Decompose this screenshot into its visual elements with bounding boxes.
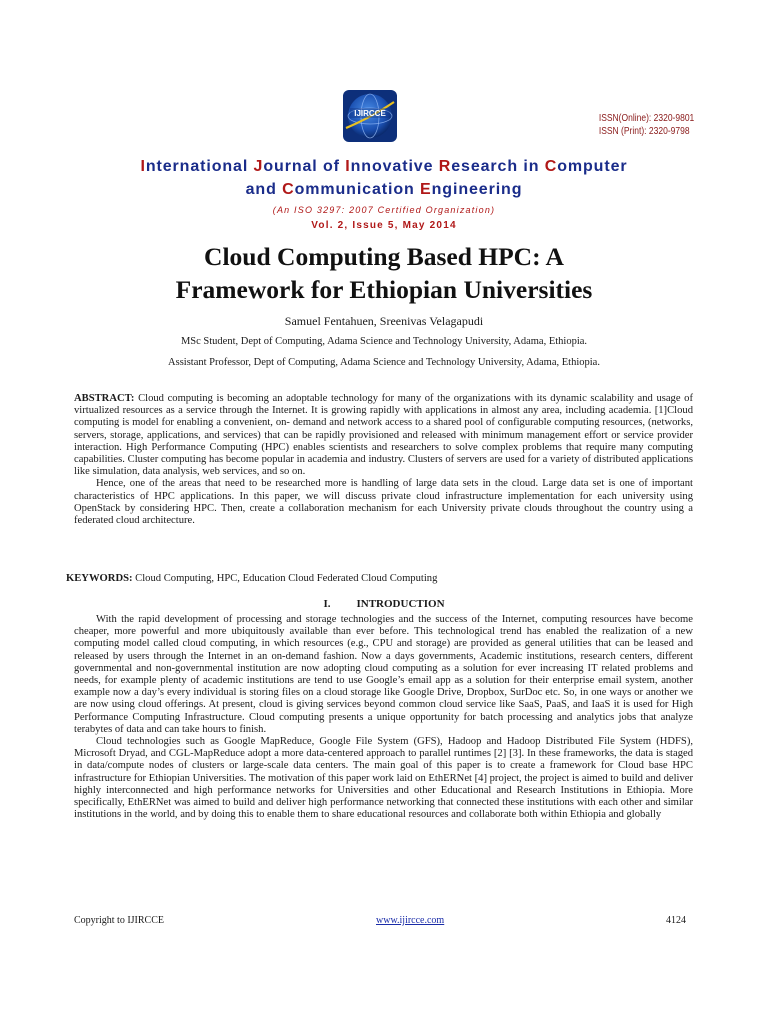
keywords	[66, 573, 693, 584]
journal-word: ngineering	[431, 181, 523, 198]
journal-word: nternational	[145, 158, 254, 175]
journal-word: C	[544, 158, 558, 175]
keywords-text: Cloud Computing, HPC, Education Cloud Federated Cloud Computing	[135, 573, 438, 584]
issn-print: ISSN (Print): 2320-9798	[598, 126, 690, 137]
abstract-paragraph-2: Hence, one of the areas that need to be researched more is handling of large data sets in the cloud. Large data set is one of important characteristics of HPC applications. In this paper, we will discuss private cloud infrastructure implementation for each university using OpenStack by considering HPC. Then, create a collaboration mechanism for each University private clouds throughout the country using a federated cloud architecture.	[74, 478, 693, 527]
abstract-text-1: Cloud computing is becoming an adoptable technology for many of the organizations with its dynamic scalability and usage of virtualized resources as a service through the Internet. It is growing rapidly with applications in almost any area, including academia. [1]Cloud computing is model for enabling a convenient, on- demand and network access to a shared pool of configurable computing resources, (networks, servers, storage, applications, and services) that can be rapidly provisioned and released with minimum management effort or service provider interaction. High Performance Computing (HPC) enables scientists and researchers to solve complex problems that require many computing capabilities. Cluster computing has become popular in academia and industry. Clusters of servers are used for a variety of distributed applications like simulation, data analysis, web services, and so on.	[74, 393, 693, 478]
intro-paragraph-2: Cloud technologies such as Google MapReduce, Google File System (GFS), Hadoop and Hadoop Distributed File System (HDFS), Microsoft Dryad, and CGL-MapReduce adopt a more data-centered approach to parallel runtimes [2] [3]. In these frameworks, the data is staged in data/compute nodes of clusters or large-scale data centers. The main goal of this paper is to create a framework for Cloud base HPC infrastructure for Ethiopian Universities. The motivation of this paper work laid on EthERNet [4] project, the project is aimed to build and deliver highly interconnected and high performance networks for Universities and other Educational and Research Institutions in Ethiopia. More specifically, EthERNet was aimed to build and deliver high performance networking that connected these institutions with each other and similar institutions in the world, and by doing this to enable them to share educational resources and collaborate both within Ethiopia and globally	[74, 736, 693, 821]
journal-word: I	[140, 158, 146, 175]
journal-word: ournal of	[263, 158, 346, 175]
journal-word: nnovative	[350, 158, 439, 175]
paper-title-line2: Framework for Ethiopian Universities	[175, 275, 593, 304]
journal-word: I	[345, 158, 351, 175]
footer-url-link[interactable]: www.ijircce.com	[376, 915, 445, 926]
intro-paragraph-1: With the rapid development of processing and storage technologies and the success of the Internet, computing resources have become cheaper, more powerful and more ubiquitously available than ever before. This technological trend has enabled the realization of a new computing model called cloud computing, in which resources (e.g., CPU and storage) are provided as general utilities that can be leased and released by users through the Internet in an on-demand fashion. Now a days governments, Academic institutions, research centers, different governmental and non-governmental institution are now adopting cloud computing as a solution for ever increasing IT related problems and needs, for example plenty of academic institutions are tend to use Google’s email app as a solution for their enterprise email system, another example now a day’s every individual is storing files on a cloud storage like Google Drive, Dropbox, SurDoc etc. So, in one ways or another we are now using cloud offerings. At present, cloud is giving services beyond common cloud service like SaaS, PaaS, and IaaS it is used for High Performance Computing Infrastructure. Cloud computing presents a unique opportunity for batch processing and analytics jobs that analyze terabytes of data and can take hours to finish.	[74, 614, 693, 735]
footer-page-number: 4124	[666, 915, 686, 926]
footer-copyright: Copyright to IJIRCCE	[74, 915, 165, 926]
affiliation-2: Assistant Professor, Dept of Computing, Adama Science and Technology University, Adama, Ethiopia.	[168, 357, 600, 368]
abstract-label: ABSTRACT:	[74, 393, 135, 404]
journal-word: and	[245, 181, 283, 198]
abstract-paragraph-1	[74, 393, 693, 478]
section-number: I.	[323, 598, 331, 610]
issn-block	[599, 112, 694, 138]
journal-word: esearch in	[451, 158, 545, 175]
journal-title-line1	[0, 158, 768, 176]
iso-certification: (An ISO 3297: 2007 Certified Organization)	[272, 205, 496, 215]
section-title: INTRODUCTION	[356, 598, 445, 610]
introduction	[74, 614, 693, 821]
journal-logo	[340, 88, 400, 144]
journal-word: J	[253, 158, 264, 175]
journal-word: R	[438, 158, 452, 175]
logo-text: IJIRCCE	[354, 109, 386, 118]
journal-word: C	[282, 181, 295, 198]
authors: Samuel Fentahuen, Sreenivas Velagapudi	[284, 314, 484, 328]
journal-word: E	[420, 181, 432, 198]
journal-word: ommunication	[294, 181, 421, 198]
keywords-label: KEYWORDS:	[66, 573, 133, 584]
journal-title-line2	[0, 181, 768, 199]
issn-online: ISSN(Online): 2320-9801	[598, 113, 694, 124]
paper-title-line1: Cloud Computing Based HPC: A	[204, 242, 564, 271]
abstract	[74, 393, 693, 527]
journal-word: omputer	[557, 158, 628, 175]
affiliation-1: MSc Student, Dept of Computing, Adama Science and Technology University, Adama, Ethiopia.	[180, 336, 588, 347]
paper-title	[0, 240, 768, 306]
volume-issue: Vol. 2, Issue 5, May 2014	[311, 220, 457, 231]
section-heading	[0, 598, 768, 610]
